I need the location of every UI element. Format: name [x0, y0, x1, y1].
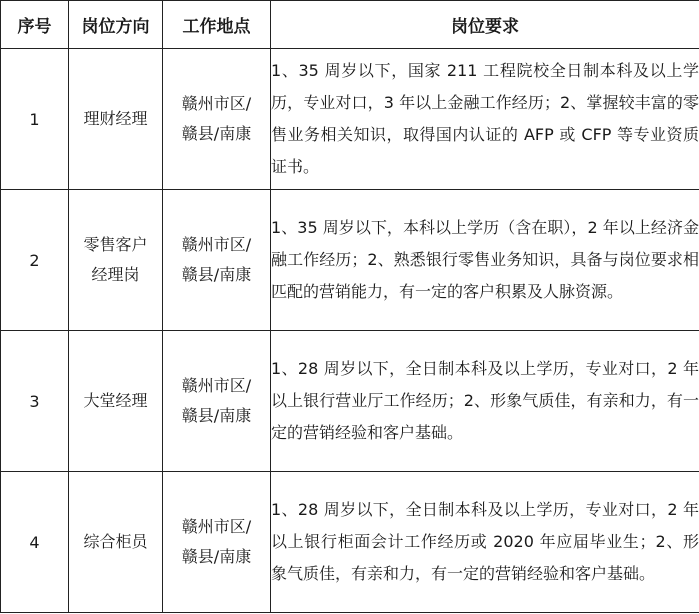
location-line: 赣县/南康 [181, 124, 252, 143]
table-row [1, 472, 699, 613]
row-location [163, 331, 271, 472]
position-label: 综合柜员 [83, 532, 148, 551]
row-seq: 3 [1, 331, 69, 472]
position-line: 经理岗 [91, 265, 140, 284]
location-line: 赣州市区/ [181, 94, 252, 113]
position-label: 理财经理 [83, 109, 148, 128]
table-row [1, 331, 699, 472]
header-position: 岗位方向 [69, 1, 163, 49]
position-label: 大堂经理 [83, 391, 148, 410]
row-requirements: 1、28 周岁以下，全日制本科及以上学历，专业对口，2 年以上银行营业厅工作经历；2、形象气质佳，有亲和力，有一定的营销经验和客户基础。 [271, 331, 699, 472]
row-position [69, 331, 163, 472]
header-location: 工作地点 [163, 1, 271, 49]
location-line: 赣县/南康 [181, 265, 252, 284]
row-position [69, 472, 163, 613]
row-requirements: 1、35 周岁以下，本科以上学历（含在职），2 年以上经济金融工作经历；2、熟悉银行零售业务知识，具备与岗位要求相匹配的营销能力，有一定的客户积累及人脉资源。 [271, 190, 699, 331]
row-requirements: 1、28 周岁以下，全日制本科及以上学历，专业对口，2 年以上银行柜面会计工作经历或 2020 年应届毕业生；2、形象气质佳，有亲和力，有一定的营销经验和客户基础。 [271, 472, 699, 613]
row-location [163, 472, 271, 613]
location-line: 赣州市区/ [181, 517, 252, 536]
row-position [69, 49, 163, 190]
location-line: 赣县/南康 [181, 547, 252, 566]
row-seq: 1 [1, 49, 69, 190]
row-seq: 2 [1, 190, 69, 331]
header-requirements: 岗位要求 [271, 1, 699, 49]
location-line: 赣州市区/ [181, 376, 252, 395]
header-seq: 序号 [1, 1, 69, 49]
row-seq: 4 [1, 472, 69, 613]
row-requirements: 1、35 周岁以下，国家 211 工程院校全日制本科及以上学历，专业对口，3 年以上金融工作经历；2、掌握较丰富的零售业务相关知识，取得国内认证的 AFP 或 CFP 等专业资质证书。 [271, 49, 699, 190]
location-line: 赣州市区/ [181, 235, 252, 254]
row-location [163, 190, 271, 331]
position-line: 零售客户 [83, 235, 148, 254]
table-row [1, 190, 699, 331]
table-row [1, 49, 699, 190]
table-header-row [1, 1, 699, 49]
location-line: 赣县/南康 [181, 406, 252, 425]
row-position [69, 190, 163, 331]
row-location [163, 49, 271, 190]
